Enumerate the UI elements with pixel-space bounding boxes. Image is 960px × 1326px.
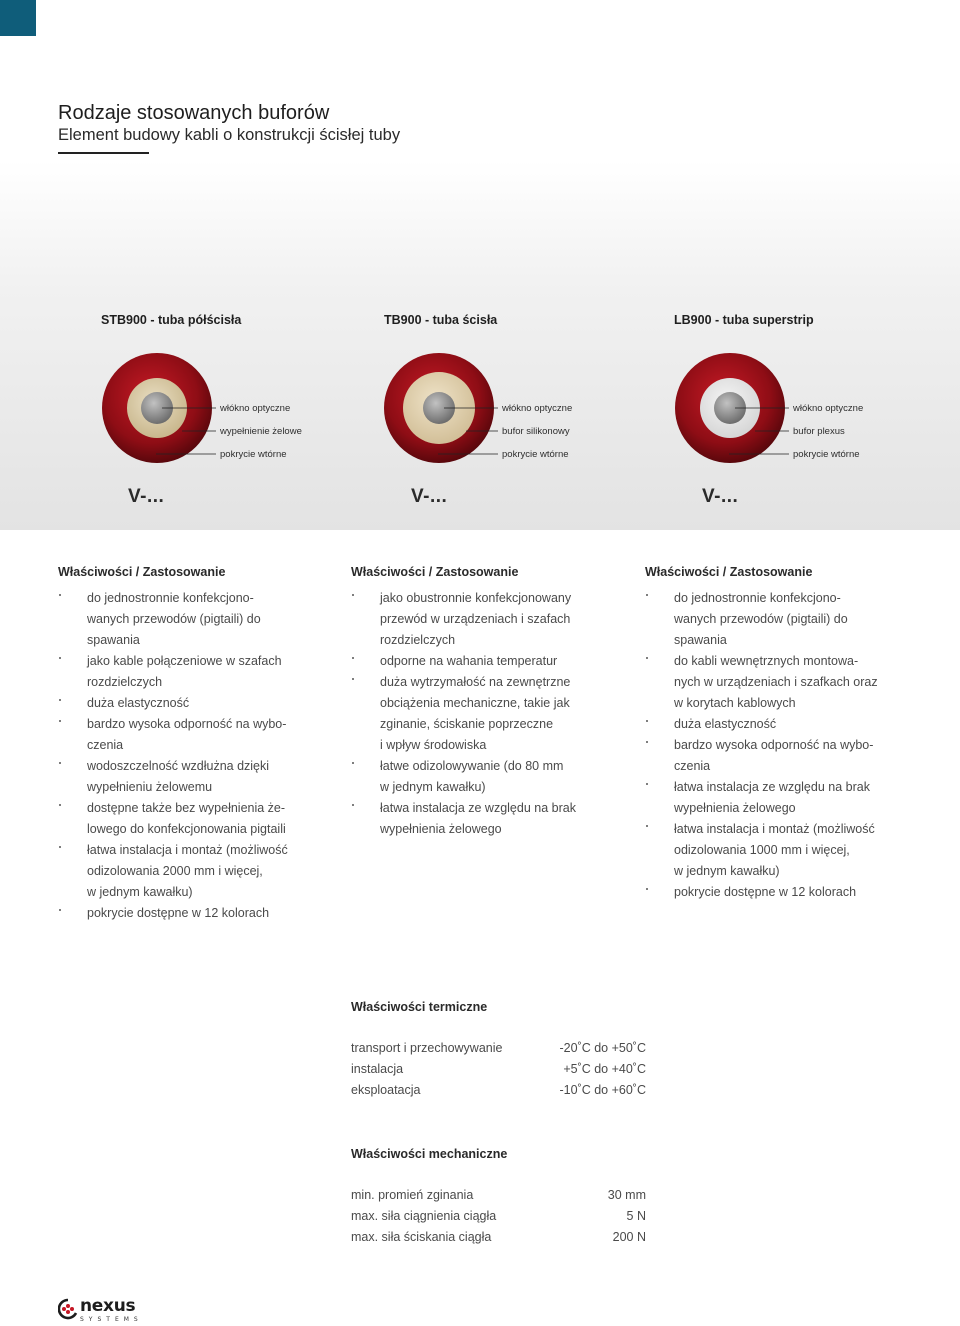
list-item: łatwe odizolowywanie (do 80 mm w jednym kawałku): [351, 756, 621, 798]
property-label: eksploatacja: [351, 1083, 421, 1097]
properties-column-tb900: [351, 562, 621, 840]
property-label: transport i przechowywanie: [351, 1041, 503, 1055]
list-item: do jednostronnie konfekcjono- wanych przewodów (pigtaili) do spawania: [58, 588, 328, 651]
nexus-logo-icon: [58, 1298, 78, 1320]
property-row: [351, 1059, 646, 1080]
properties-column-lb900: [645, 562, 915, 903]
cable-code: V-...: [702, 486, 739, 507]
properties-list: [645, 588, 915, 903]
cable-section: [0, 160, 960, 530]
label-jacket: pokrycie wtórne: [793, 449, 860, 460]
column-heading: Właściwości / Zastosowanie: [645, 565, 813, 579]
column-heading: Właściwości / Zastosowanie: [351, 565, 519, 579]
list-item: duża elastyczność: [58, 693, 328, 714]
property-row: [351, 1038, 646, 1059]
property-label: max. siła ściskania ciągła: [351, 1230, 492, 1244]
column-heading: Właściwości / Zastosowanie: [58, 565, 226, 579]
page-subtitle: Element budowy kabli o konstrukcji ścisłej tuby: [58, 126, 401, 144]
list-item: bardzo wysoka odporność na wybo- czenia: [58, 714, 328, 756]
cable-name: STB900 - tuba półścisła: [101, 313, 242, 327]
list-item: odporne na wahania temperatur: [351, 651, 621, 672]
list-item: wodoszczelność wzdłużna dzięki wypełnieniu żelowemu: [58, 756, 328, 798]
property-value: 5 N: [626, 1209, 646, 1223]
thermal-properties: [351, 998, 651, 1101]
list-item: łatwa instalacja i montaż (możliwość odizolowania 2000 mm i więcej, w jednym kawałku): [58, 840, 328, 903]
list-item: bardzo wysoka odporność na wybo- czenia: [645, 735, 915, 777]
label-buffer: wypełnienie żelowe: [220, 426, 302, 437]
property-label: min. promień zginania: [351, 1188, 474, 1202]
cable-code: V-...: [128, 486, 165, 507]
list-item: duża wytrzymałość na zewnętrzne obciążenia mechaniczne, takie jak zginanie, ściskanie poprzeczne i wpływ środowiska: [351, 672, 621, 756]
mechanical-properties: [351, 1145, 651, 1248]
label-jacket: pokrycie wtórne: [220, 449, 287, 460]
property-label: instalacja: [351, 1062, 404, 1076]
list-item: łatwa instalacja ze względu na brak wypełnienia żelowego: [645, 777, 915, 819]
mechanical-heading: Właściwości mechaniczne: [351, 1147, 508, 1161]
properties-list: [58, 588, 328, 924]
properties-list: [351, 588, 621, 840]
thermal-heading: Właściwości termiczne: [351, 1000, 488, 1014]
list-item: łatwa instalacja ze względu na brak wypełnienia żelowego: [351, 798, 621, 840]
list-item: do jednostronnie konfekcjono- wanych przewodów (pigtaili) do spawania: [645, 588, 915, 651]
cable-code: V-...: [411, 486, 448, 507]
mechanical-table: [351, 1185, 651, 1248]
property-value: +5˚C do +40˚C: [563, 1062, 646, 1076]
property-value: -10˚C do +60˚C: [559, 1083, 646, 1097]
label-fiber: włókno optyczne: [220, 403, 291, 414]
list-item: duża elastyczność: [645, 714, 915, 735]
label-buffer: bufor silikonowy: [502, 426, 570, 437]
property-row: [351, 1227, 646, 1248]
nexus-logo: [58, 1298, 143, 1323]
cable-cross-section: [100, 350, 400, 470]
title-underline: [58, 152, 149, 154]
label-jacket: pokrycie wtórne: [502, 449, 569, 460]
cable-name: LB900 - tuba superstrip: [674, 313, 814, 327]
page-title: Rodzaje stosowanych buforów: [58, 102, 330, 124]
label-buffer: bufor plexus: [793, 426, 845, 437]
property-value: -20˚C do +50˚C: [559, 1041, 646, 1055]
properties-column-stb900: [58, 562, 328, 924]
corner-accent: [0, 0, 36, 36]
logo-wordmark: nexus: [80, 1296, 136, 1316]
cable-cross-section: [673, 350, 960, 470]
list-item: do kabli wewnętrznych montowa- nych w urządzeniach i szafkach oraz w korytach kablowych: [645, 651, 915, 714]
list-item: jako kable połączeniowe w szafach rozdzielczych: [58, 651, 328, 693]
property-label: max. siła ciągnienia ciągła: [351, 1209, 497, 1223]
label-fiber: włókno optyczne: [793, 403, 864, 414]
property-row: [351, 1206, 646, 1227]
logo-tagline: SYSTEMS: [80, 1316, 143, 1323]
list-item: jako obustronnie konfekcjonowany przewód w urządzeniach i szafach rozdzielczych: [351, 588, 621, 651]
list-item: pokrycie dostępne w 12 kolorach: [645, 882, 915, 903]
property-value: 200 N: [612, 1230, 646, 1244]
property-row: [351, 1185, 646, 1206]
list-item: pokrycie dostępne w 12 kolorach: [58, 903, 328, 924]
thermal-table: [351, 1038, 651, 1101]
page-header: [58, 101, 400, 154]
cable-cross-section: [382, 350, 682, 470]
property-row: [351, 1080, 646, 1101]
property-value: 30 mm: [607, 1188, 646, 1202]
label-fiber: włókno optyczne: [502, 403, 573, 414]
cable-name: TB900 - tuba ścisła: [384, 313, 498, 327]
list-item: łatwa instalacja i montaż (możliwość odizolowania 1000 mm i więcej, w jednym kawałku): [645, 819, 915, 882]
list-item: dostępne także bez wypełnienia że- lowego do konfekcjonowania pigtaili: [58, 798, 328, 840]
